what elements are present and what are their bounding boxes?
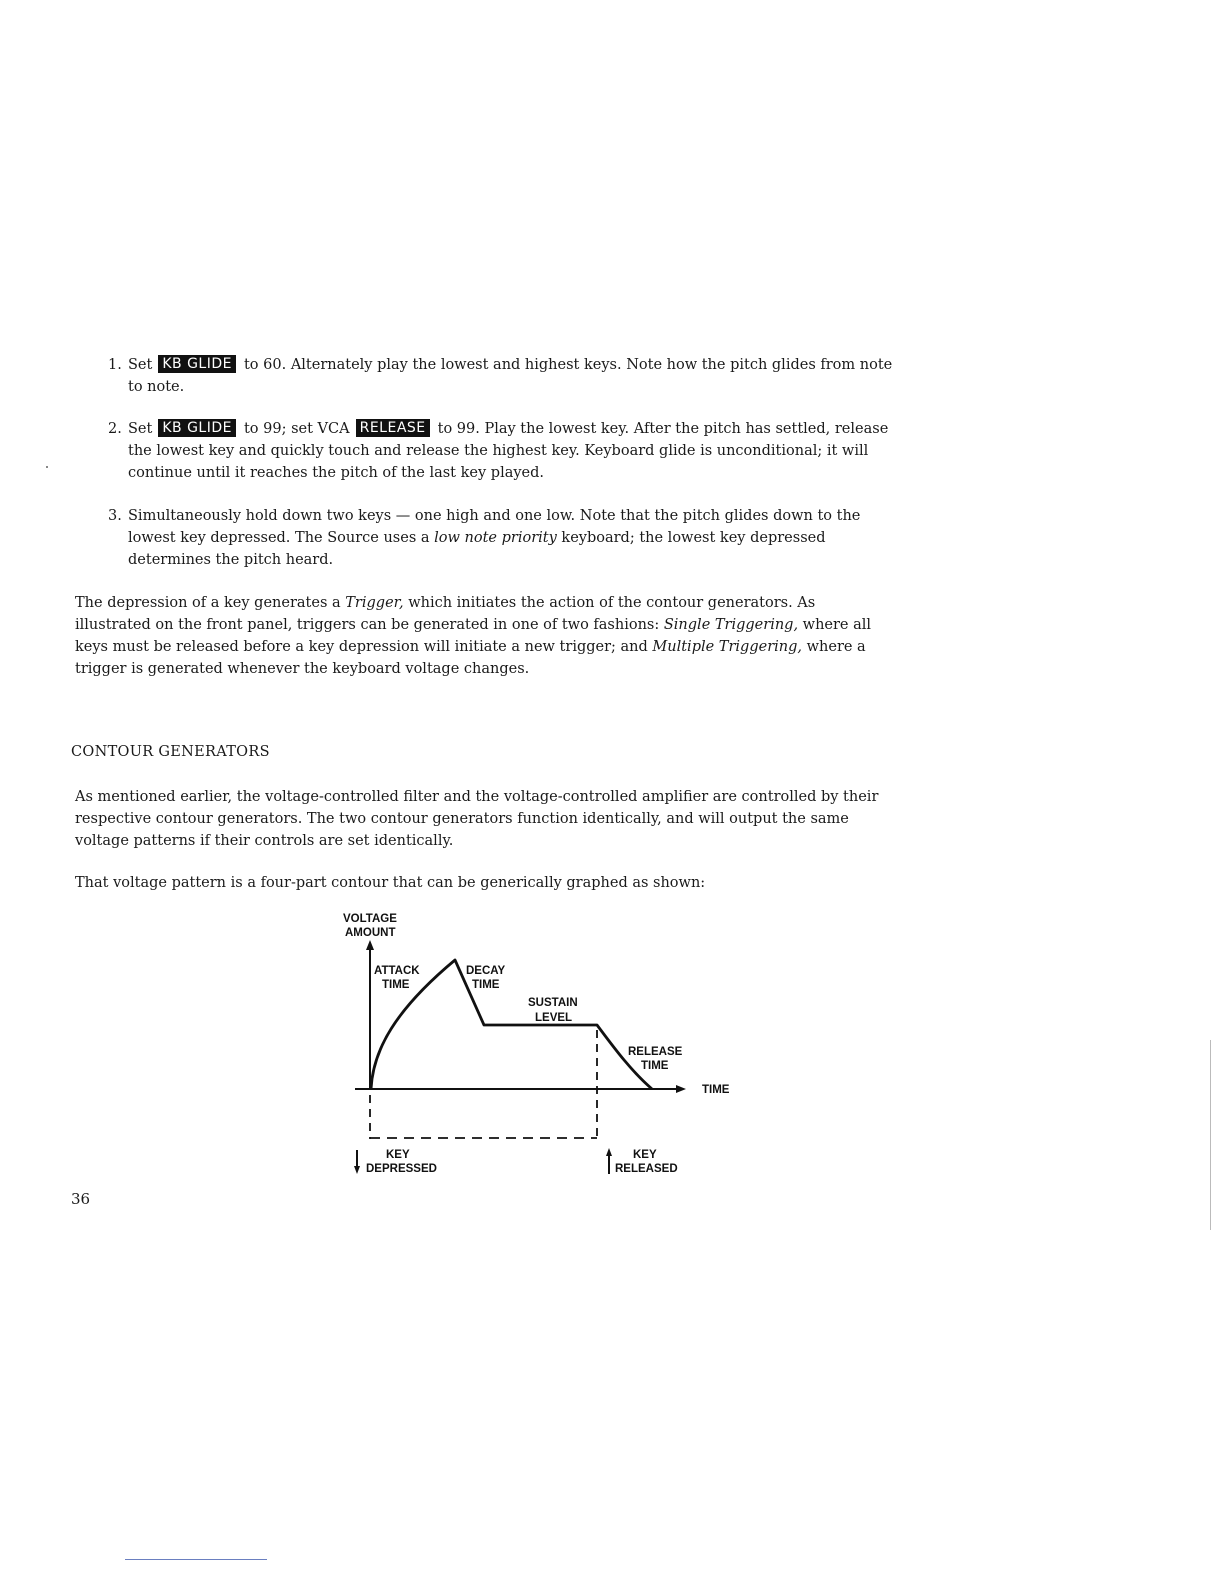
step-lead: Set bbox=[128, 357, 153, 373]
scan-edge-mark bbox=[1210, 1040, 1211, 1230]
step-number: 1. bbox=[108, 357, 122, 373]
sustain-label: SUSTAIN bbox=[528, 997, 578, 1009]
scan-speck bbox=[46, 466, 48, 468]
emphasis: low note priority bbox=[434, 530, 557, 546]
footer-rule bbox=[125, 1559, 267, 1560]
page-number: 36 bbox=[71, 1190, 91, 1208]
y-axis-label: AMOUNT bbox=[345, 927, 396, 939]
section-heading: CONTOUR GENERATORS bbox=[71, 744, 270, 760]
key-released-label: KEY bbox=[633, 1149, 657, 1161]
y-axis-arrow bbox=[366, 940, 374, 950]
release-display: RELEASE bbox=[356, 419, 430, 437]
key-depressed-label: DEPRESSED bbox=[366, 1163, 437, 1175]
text: The depression of a key generates a bbox=[75, 595, 341, 611]
y-axis-label: VOLTAGE bbox=[343, 913, 397, 925]
sustain-label: LEVEL bbox=[535, 1012, 573, 1024]
step-text: keyboard; the lowest key depressed determines the pitch heard. bbox=[128, 530, 826, 568]
step-text: to 99; set VCA bbox=[243, 421, 350, 437]
key-depressed-arrowhead bbox=[354, 1166, 360, 1174]
release-label: RELEASE bbox=[628, 1046, 683, 1058]
kb-glide-display: KB GLIDE bbox=[158, 419, 236, 437]
step-text: to 99. Play the lowest key. After the pitch has settled, release the lowest key and quickly touch and release the highest key. Keyboard glide is unconditional; it will continue until it reaches the pitch of the last key played. bbox=[128, 421, 889, 481]
text: where a trigger is generated whenever the keyboard voltage changes. bbox=[75, 639, 866, 677]
kb-glide-display: KB GLIDE bbox=[158, 355, 236, 373]
decay-label: DECAY bbox=[466, 965, 506, 977]
step-number: 2. bbox=[108, 421, 122, 437]
step-text: to 60. Alternately play the lowest and highest keys. Note how the pitch glides from note to note. bbox=[128, 357, 893, 395]
x-axis-label: TIME bbox=[702, 1084, 730, 1096]
emphasis-multiple-triggering: Multiple Triggering, bbox=[652, 639, 802, 655]
step-lead: Set bbox=[128, 421, 153, 437]
release-label: TIME bbox=[641, 1060, 669, 1072]
pattern-paragraph: That voltage pattern is a four-part contour that can be generically graphed as shown: bbox=[75, 875, 706, 891]
emphasis-trigger: Trigger, bbox=[345, 595, 404, 611]
text: which initiates the action of the contour generators. As illustrated on the front panel, triggers can be generated in one of two fashions: bbox=[75, 595, 816, 633]
x-axis-arrow bbox=[676, 1085, 686, 1093]
attack-label: ATTACK bbox=[374, 965, 420, 977]
step-number: 3. bbox=[108, 508, 122, 524]
step-text: Simultaneously hold down two keys — one high and one low. Note that the pitch glides down to the lowest key depressed. The Source uses a bbox=[128, 508, 861, 546]
emphasis-single-triggering: Single Triggering, bbox=[663, 617, 799, 633]
key-released-arrowhead bbox=[606, 1148, 612, 1156]
key-released-label: RELEASED bbox=[615, 1163, 678, 1175]
text: where all keys must be released before a key depression will initiate a new trigger; and bbox=[75, 617, 872, 655]
contour-curve bbox=[371, 960, 652, 1089]
attack-label: TIME bbox=[382, 979, 410, 991]
contour-paragraph: As mentioned earlier, the voltage-controlled filter and the voltage-controlled amplifier are controlled by their respective contour generators. The two contour generators function identically, and will output the same voltage patterns if their controls are set identically. bbox=[75, 789, 879, 849]
decay-label: TIME bbox=[472, 979, 500, 991]
key-depressed-label: KEY bbox=[386, 1149, 410, 1161]
